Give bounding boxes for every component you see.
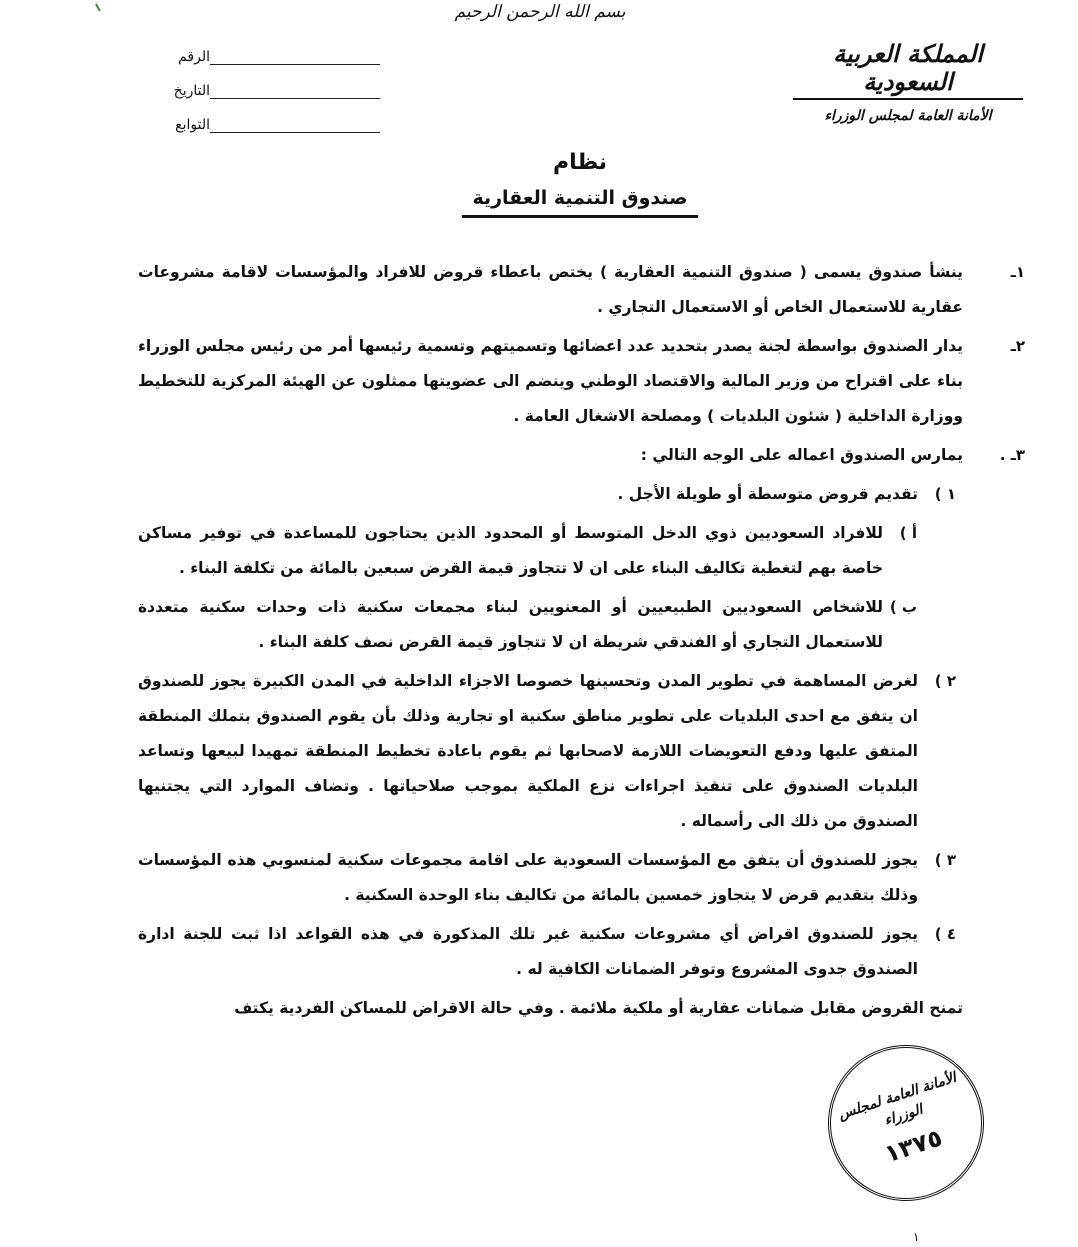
document-body (138, 255, 1025, 1030)
clause-3 (138, 843, 956, 913)
clause-1-number: ١ ) (934, 485, 956, 503)
stamp-text: الأمانة العامة لمجلس الوزراء (836, 1069, 959, 1130)
document-subtitle: صندوق التنمية العقارية (462, 187, 697, 218)
clause-1a-text: للافراد السعوديين ذوي الدخل المتوسط أو المحدود الذين يحتاجون للمساعدة في توفير مساكن خاصة بهم لتغطية تكاليف البناء على ان لا تتجاوز قيمة القرض سبعين بالمائة من تكلفة البناء . (138, 524, 883, 577)
reference-fields (150, 40, 390, 142)
clause-1b (138, 590, 917, 660)
date-field (150, 74, 390, 108)
number-line (210, 50, 380, 65)
clause-4 (138, 917, 956, 987)
article-2-number: ٢ـ (1010, 337, 1025, 355)
article-1-number: ١ـ (1010, 263, 1025, 281)
basmala: بسم الله الرحمن الرحيم (454, 2, 626, 22)
corner-mark (95, 0, 113, 11)
clause-1b-letter: ب ) (889, 598, 917, 616)
stamp-year: ١٣٧٥ (881, 1123, 946, 1169)
clause-1a-letter: أ ) (899, 524, 917, 542)
document-title-block (400, 150, 760, 218)
clause-2-number: ٢ ) (934, 672, 956, 690)
clause-1b-text: للاشخاص السعوديين الطبيعيين أو المعنويين لبناء مجمعات سكنية ذات وحدات سكنية متعددة للاستعمال التجاري أو الفندقي شريطة ان لا تتجاوز قيمة القرض نصف كلفة البناء . (138, 598, 883, 651)
article-1 (138, 255, 1025, 325)
article-1-text: ينشأ صندوق يسمى ( صندوق التنمية العقارية ) يختص باعطاء قروض للافراد والمؤسسات لاقامة مشروعات عقارية للاستعمال الخاص أو الاستعمال التجاري . (138, 263, 963, 316)
attachments-line (210, 118, 380, 133)
clause-1-text: تقديم قروض متوسطة أو طويلة الأجل . (617, 485, 918, 503)
date-label: التاريخ (173, 83, 210, 99)
attachments-label: التوابع (175, 117, 210, 133)
letterhead (793, 40, 1023, 124)
page-number: ١ (913, 1230, 920, 1244)
clause-2 (138, 664, 956, 839)
kingdom-name: المملكة العربية السعودية (793, 40, 1023, 100)
council-name: الأمانة العامة لمجلس الوزراء (824, 108, 992, 124)
number-field (150, 40, 390, 74)
clause-4-number: ٤ ) (934, 925, 956, 943)
article-2-text: يدار الصندوق بواسطة لجنة يصدر بتحديد عدد اعضائها وتسميتهم وتسمية رئيسها أمر من رئيس مجلس الوزراء بناء على اقتراح من وزير المالية والاقتصاد الوطني وينضم الى عضويتها ممثلون عن الهيئة المركزية للتخطيط ووزارة الداخلية ( شئون البلديات ) ومصلحة الاشغال العامة . (138, 337, 963, 425)
official-stamp (808, 1025, 1005, 1222)
document-title: نظام (552, 150, 608, 175)
clause-1 (138, 477, 956, 512)
clause-3-text: يجوز للصندوق أن يتفق مع المؤسسات السعودية على اقامة مجموعات سكنية لمنسوبي هذه المؤسسات وذلك بتقديم قرض لا يتجاوز خمسين بالمائة من تكاليف بناء الوحدة السكنية . (138, 851, 918, 904)
article-3-intro: يمارس الصندوق اعماله على الوجه التالي : (640, 446, 963, 464)
final-paragraph (138, 991, 963, 1026)
clause-2-text: لغرض المساهمة في تطوير المدن وتحسينها خصوصا الاجزاء الداخلية في المدن الكبيرة يجوز للصندوق ان يتفق مع احدى البلديات على تطوير مناطق سكنية او تجارية وذلك بأن يقوم الصندوق بتملك المنطقة المتفق عليها ودفع التعويضات اللازمة لاصحابها ثم يقوم باعادة تخطيط المنطقة تمهيدا لبيعها وتساعد البلديات الصندوق على تنفيذ اجراءات نزع الملكية بموجب صلاحياتها . وتضاف الموارد التي يجتنيها الصندوق من ذلك الى رأسماله . (138, 672, 918, 830)
number-label: الرقم (178, 49, 210, 65)
clause-3-number: ٣ ) (934, 851, 956, 869)
date-line (210, 84, 380, 99)
final-paragraph-text: تمنح القروض مقابل ضمانات عقارية أو ملكية ملائمة . وفي حالة الاقراض للمساكن الفردية يكتف (234, 999, 963, 1017)
article-3-number: ٣ـ . (999, 446, 1025, 464)
article-2 (138, 329, 1025, 434)
clause-1a (138, 516, 917, 586)
article-3 (138, 438, 1025, 473)
clause-4-text: يجوز للصندوق اقراض أي مشروعات سكنية غير تلك المذكورة في هذه القواعد اذا ثبت للجنة ادارة الصندوق جدوى المشروع وتوفر الضمانات الكافية له . (138, 925, 918, 978)
attachments-field (150, 108, 390, 142)
